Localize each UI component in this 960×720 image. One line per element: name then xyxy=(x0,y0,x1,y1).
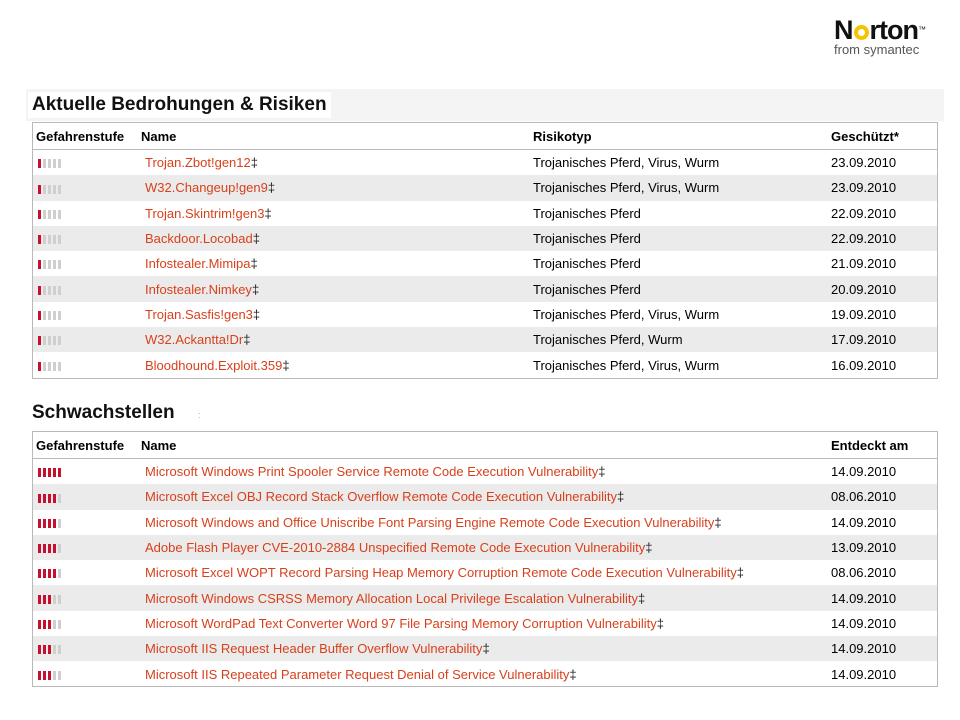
table-row xyxy=(33,585,937,610)
risk-type: Trojanisches Pferd xyxy=(533,226,831,251)
severity-bars-icon xyxy=(38,185,61,194)
table-row xyxy=(33,276,937,301)
severity-level xyxy=(33,201,141,226)
severity-bars-icon xyxy=(38,159,61,168)
name-cell xyxy=(141,150,533,176)
header-type: Risikotyp xyxy=(533,123,831,150)
table-row xyxy=(33,352,937,377)
severity-level xyxy=(33,276,141,301)
severity-level xyxy=(33,510,141,535)
footnote-mark: ‡ xyxy=(252,231,260,247)
threat-link[interactable]: Microsoft IIS Repeated Parameter Request Denial of Service Vulnerability xyxy=(145,666,570,682)
footnote-mark: ‡ xyxy=(250,155,258,171)
threats-title: Aktuelle Bedrohungen & Risiken xyxy=(28,92,331,118)
severity-level xyxy=(33,560,141,585)
severity-level xyxy=(33,611,141,636)
name-cell xyxy=(141,535,831,560)
discovered-date: 14.09.2010 xyxy=(831,464,897,480)
header-level: Gefahrenstufe xyxy=(33,123,141,150)
footnote-mark: ‡ xyxy=(282,357,290,373)
threat-link[interactable]: Adobe Flash Player CVE-2010-2884 Unspecified Remote Code Execution Vulnerability xyxy=(145,540,646,556)
threat-link[interactable]: Microsoft Windows Print Spooler Service Remote Code Execution Vulnerability xyxy=(145,464,599,480)
threat-link[interactable]: W32.Ackantta!Dr xyxy=(145,332,244,348)
header-date: Entdeckt am xyxy=(831,432,937,459)
table-row xyxy=(33,636,937,661)
severity-bars-icon xyxy=(38,260,61,269)
risk-type: Trojanisches Pferd, Virus, Wurm xyxy=(533,306,720,322)
footnote-mark: ‡ xyxy=(736,565,744,581)
threat-link[interactable]: Trojan.Skintrim!gen3 xyxy=(145,205,265,221)
header-name: Name xyxy=(141,123,533,150)
severity-bars-icon xyxy=(38,362,61,371)
risk-type: Trojanisches Pferd, Virus, Wurm xyxy=(533,155,720,171)
norton-logo xyxy=(834,16,944,57)
severity-level xyxy=(33,661,141,686)
threat-link[interactable]: Microsoft Excel OBJ Record Stack Overflow Remote Code Execution Vulnerability xyxy=(145,489,618,505)
severity-bars-icon xyxy=(38,645,61,654)
risk-type: Trojanisches Pferd, Virus, Wurm xyxy=(533,175,831,200)
severity-level xyxy=(33,484,141,509)
vulns-header-row xyxy=(33,432,937,459)
protected-date: 23.09.2010 xyxy=(831,175,937,200)
protected-date: 16.09.2010 xyxy=(831,357,897,373)
name-cell xyxy=(141,276,533,301)
severity-level xyxy=(33,459,141,485)
severity-bars-icon xyxy=(38,544,61,553)
header-name: Name xyxy=(141,432,831,459)
threat-link[interactable]: Trojan.Zbot!gen12 xyxy=(145,155,251,171)
table-row xyxy=(33,201,937,226)
footnote-mark: ‡ xyxy=(645,540,653,556)
severity-level xyxy=(33,585,141,610)
norton-wordmark: N rton™ xyxy=(834,15,925,45)
table-row xyxy=(33,226,937,251)
table-row xyxy=(33,150,937,176)
vulns-body xyxy=(33,459,937,687)
name-cell xyxy=(141,585,831,610)
discovered-date: 13.09.2010 xyxy=(831,535,937,560)
table-row xyxy=(33,484,937,509)
discovered-date: 14.09.2010 xyxy=(831,585,937,610)
protected-date: 17.09.2010 xyxy=(831,327,937,352)
footnote-mark: ‡ xyxy=(656,615,665,631)
protected-date: 19.09.2010 xyxy=(831,306,897,322)
threats-header-row xyxy=(33,123,937,150)
name-cell xyxy=(141,510,831,535)
threat-link[interactable]: W32.Changeup!gen9 xyxy=(145,180,268,196)
severity-bars-icon xyxy=(38,210,61,219)
table-row xyxy=(33,302,937,327)
table-row xyxy=(33,661,937,686)
table-row xyxy=(33,327,937,352)
severity-level xyxy=(33,535,141,560)
severity-bars-icon xyxy=(38,671,61,680)
threat-link[interactable]: Microsoft Windows and Office Uniscribe Font Parsing Engine Remote Code Execution Vulnerability xyxy=(145,514,715,530)
table-row xyxy=(33,510,937,535)
footnote-mark: ‡ xyxy=(267,180,276,196)
protected-date: 20.09.2010 xyxy=(831,276,937,301)
severity-level xyxy=(33,150,141,176)
name-cell xyxy=(141,459,831,485)
footnote-mark: ‡ xyxy=(569,666,577,682)
header-date: Geschützt* xyxy=(831,123,937,150)
severity-bars-icon xyxy=(38,311,61,320)
threat-link[interactable]: Bloodhound.Exploit.359 xyxy=(145,357,283,373)
logo-ring-icon xyxy=(854,25,869,40)
table-row xyxy=(33,611,937,636)
name-cell xyxy=(141,302,533,327)
footnote-mark: ‡ xyxy=(482,641,490,657)
severity-bars-icon xyxy=(38,235,61,244)
severity-level xyxy=(33,251,141,276)
discovered-date: 14.09.2010 xyxy=(831,666,897,682)
threat-link[interactable]: Microsoft WordPad Text Converter Word 97 File Parsing Memory Corruption Vulnerability xyxy=(145,615,657,631)
threat-link[interactable]: Microsoft Windows CSRSS Memory Allocation Local Privilege Escalation Vulnerability xyxy=(145,590,638,606)
vulns-title: Schwachstellen xyxy=(28,400,179,426)
name-cell xyxy=(141,636,831,661)
protected-date: 21.09.2010 xyxy=(831,256,897,272)
discovered-date: 08.06.2010 xyxy=(831,484,937,509)
name-cell xyxy=(141,352,533,377)
footnote-mark: ‡ xyxy=(243,332,251,348)
table-row xyxy=(33,535,937,560)
footnote-mark: ‡ xyxy=(714,514,722,530)
threats-panel xyxy=(32,122,938,379)
severity-level xyxy=(33,636,141,661)
severity-bars-icon xyxy=(38,286,61,295)
name-cell xyxy=(141,327,533,352)
threat-link[interactable]: Backdoor.Locobad xyxy=(145,231,253,247)
severity-level xyxy=(33,302,141,327)
name-cell xyxy=(141,560,831,585)
name-cell xyxy=(141,251,533,276)
severity-level xyxy=(33,175,141,200)
vulns-panel xyxy=(32,431,938,687)
logo-tagline: from symantec xyxy=(834,42,920,57)
discovered-date: 14.09.2010 xyxy=(831,636,937,661)
decorative-dot: : xyxy=(198,410,201,420)
threat-link[interactable]: Infostealer.Mimipa xyxy=(145,256,251,272)
severity-level xyxy=(33,327,141,352)
name-cell xyxy=(141,175,533,200)
severity-bars-icon xyxy=(38,468,61,477)
table-row xyxy=(33,175,937,200)
footnote-mark: ‡ xyxy=(598,464,606,480)
severity-bars-icon xyxy=(38,620,61,629)
footnote-mark: ‡ xyxy=(250,256,258,272)
name-cell xyxy=(141,226,533,251)
severity-bars-icon xyxy=(38,569,61,578)
header-level: Gefahrenstufe xyxy=(33,432,141,459)
severity-bars-icon xyxy=(38,595,61,604)
name-cell xyxy=(141,201,533,226)
footnote-mark: ‡ xyxy=(638,590,646,606)
threats-table xyxy=(33,123,937,378)
vulns-table xyxy=(33,432,937,687)
footnote-mark: ‡ xyxy=(251,281,260,297)
risk-type: Trojanisches Pferd, Wurm xyxy=(533,327,831,352)
discovered-date: 14.09.2010 xyxy=(831,514,897,530)
threat-link[interactable]: Microsoft IIS Request Header Buffer Overflow Vulnerability xyxy=(145,641,483,657)
protected-date: 23.09.2010 xyxy=(831,155,897,171)
table-row xyxy=(33,251,937,276)
name-cell xyxy=(141,484,831,509)
risk-type: Trojanisches Pferd, Virus, Wurm xyxy=(533,357,720,373)
protected-date: 22.09.2010 xyxy=(831,205,897,221)
table-row xyxy=(33,459,937,485)
discovered-date: 08.06.2010 xyxy=(831,565,897,581)
name-cell xyxy=(141,661,831,686)
severity-bars-icon xyxy=(38,519,61,528)
threats-body xyxy=(33,150,937,378)
severity-bars-icon xyxy=(38,336,61,345)
table-row xyxy=(33,560,937,585)
risk-type: Trojanisches Pferd xyxy=(533,256,641,272)
risk-type: Trojanisches Pferd xyxy=(533,276,831,301)
threat-link[interactable]: Microsoft Excel WOPT Record Parsing Heap Memory Corruption Remote Code Execution Vulnerability xyxy=(145,565,737,581)
severity-level xyxy=(33,352,141,377)
threat-link[interactable]: Trojan.Sasfis!gen3 xyxy=(145,306,253,322)
footnote-mark: ‡ xyxy=(264,205,272,221)
threat-link[interactable]: Infostealer.Nimkey xyxy=(145,281,252,297)
risk-type: Trojanisches Pferd xyxy=(533,205,641,221)
discovered-date: 14.09.2010 xyxy=(831,615,897,631)
severity-bars-icon xyxy=(38,494,61,503)
footnote-mark: ‡ xyxy=(252,306,261,322)
name-cell xyxy=(141,611,831,636)
footnote-mark: ‡ xyxy=(617,489,625,505)
severity-level xyxy=(33,226,141,251)
protected-date: 22.09.2010 xyxy=(831,226,937,251)
